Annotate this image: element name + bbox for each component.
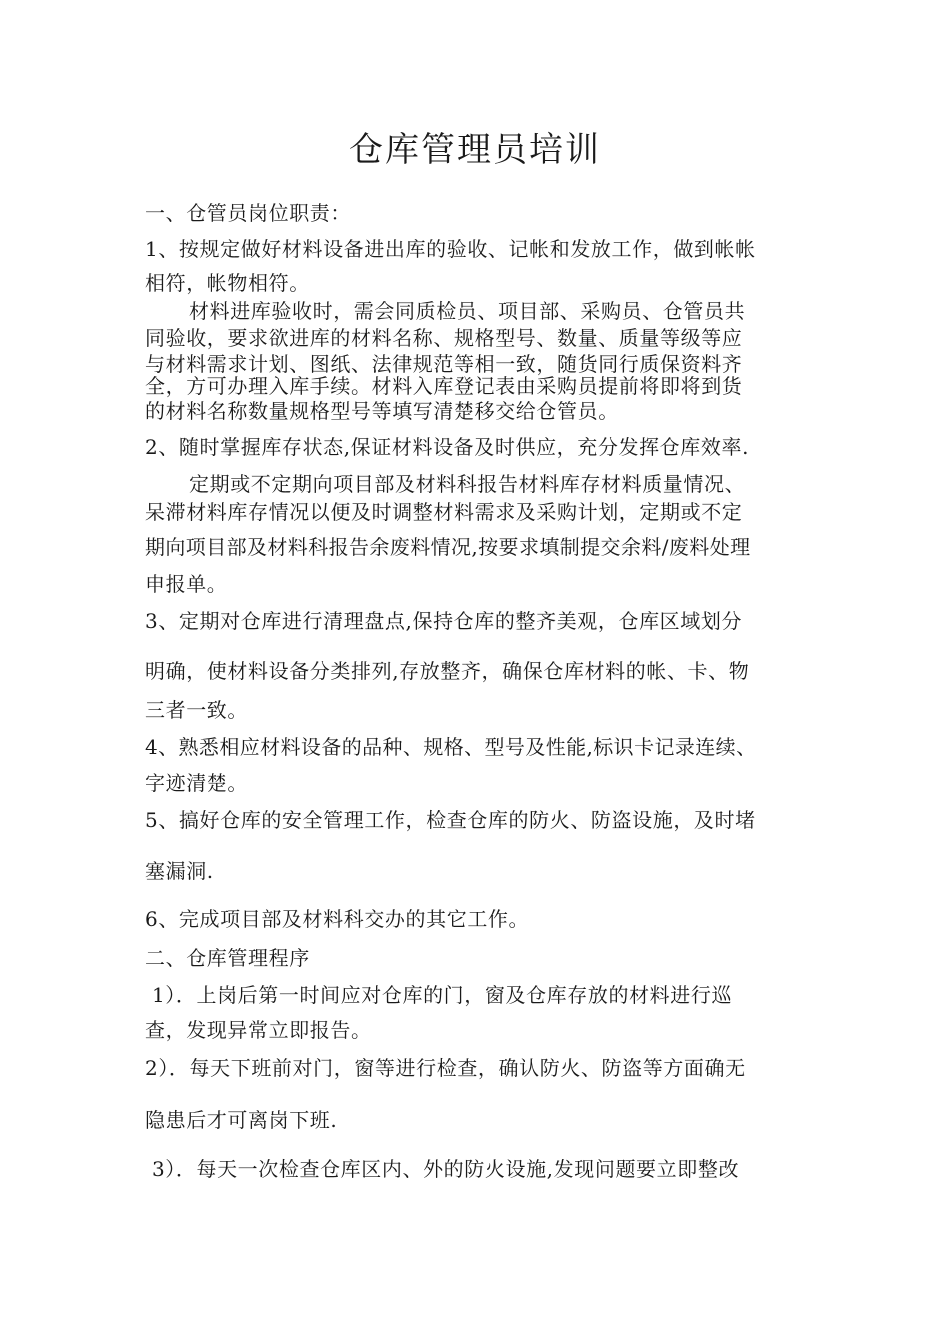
- paragraph-line: 2）．每天下班前对门，窗等进行检查，确认防火、防盗等方面确无: [145, 1056, 746, 1080]
- paragraph-line: 定期或不定期向项目部及材料科报告材料库存材料质量情况、: [189, 472, 746, 496]
- paragraph-line: 查，发现异常立即报告。: [145, 1018, 372, 1042]
- paragraph-line: 6、完成项目部及材料科交办的其它工作。: [145, 907, 530, 931]
- paragraph-line: 5、搞好仓库的安全管理工作，检查仓库的防火、防盗设施，及时堵: [145, 808, 756, 832]
- paragraph-line: 1）．上岗后第一时间应对仓库的门，窗及仓库存放的材料进行巡: [145, 983, 733, 1007]
- paragraph-line: 2、随时掌握库存状态,保证材料设备及时供应，充分发挥仓库效率.: [145, 435, 750, 459]
- paragraph-line: 申报单。: [145, 572, 228, 596]
- paragraph-line: 呆滞材料库存情况以便及时调整材料需求及采购计划，定期或不定: [145, 500, 743, 524]
- paragraph-line: 三者一致。: [145, 698, 248, 722]
- paragraph-line: 1、按规定做好材料设备进出库的验收、记帐和发放工作，做到帐帐: [145, 237, 756, 261]
- paragraph-line: 3、定期对仓库进行清理盘点,保持仓库的整齐美观，仓库区域划分: [145, 609, 743, 633]
- paragraph-line: 塞漏洞.: [145, 859, 214, 883]
- paragraph-line: 同验收，要求欲进库的材料名称、规格型号、数量、质量等级等应: [145, 326, 743, 350]
- page-title: 仓库管理员培训: [349, 130, 601, 170]
- paragraph-line: 材料进库验收时，需会同质检员、项目部、采购员、仓管员共: [189, 299, 746, 323]
- paragraph-line: 与材料需求计划、图纸、法律规范等相一致，随货同行质保资料齐: [145, 352, 743, 376]
- paragraph-line: 全，方可办理入库手续。材料入库登记表由采购员提前将即将到货: [145, 374, 743, 398]
- section-heading-1: 一、仓管员岗位职责：: [145, 201, 351, 225]
- paragraph-line: 明确，使材料设备分类排列,存放整齐，确保仓库材料的帐、卡、物: [145, 659, 750, 683]
- paragraph-line: 的材料名称数量规格型号等填写清楚移交给仓管员。: [145, 399, 619, 423]
- paragraph-line: 相符，帐物相符。: [145, 271, 310, 295]
- paragraph-line: 字迹清楚。: [145, 771, 248, 795]
- paragraph-line: 4、熟悉相应材料设备的品种、规格、型号及性能,标识卡记录连续、: [145, 735, 757, 759]
- paragraph-line: 隐患后才可离岗下班.: [145, 1108, 338, 1132]
- section-heading-2: 二、仓库管理程序: [145, 946, 310, 970]
- paragraph-line: 3）．每天一次检查仓库区内、外的防火设施,发现问题要立即整改: [145, 1157, 740, 1181]
- paragraph-line: 期向项目部及材料科报告余废料情况,按要求填制提交余料/废料处理: [145, 535, 751, 559]
